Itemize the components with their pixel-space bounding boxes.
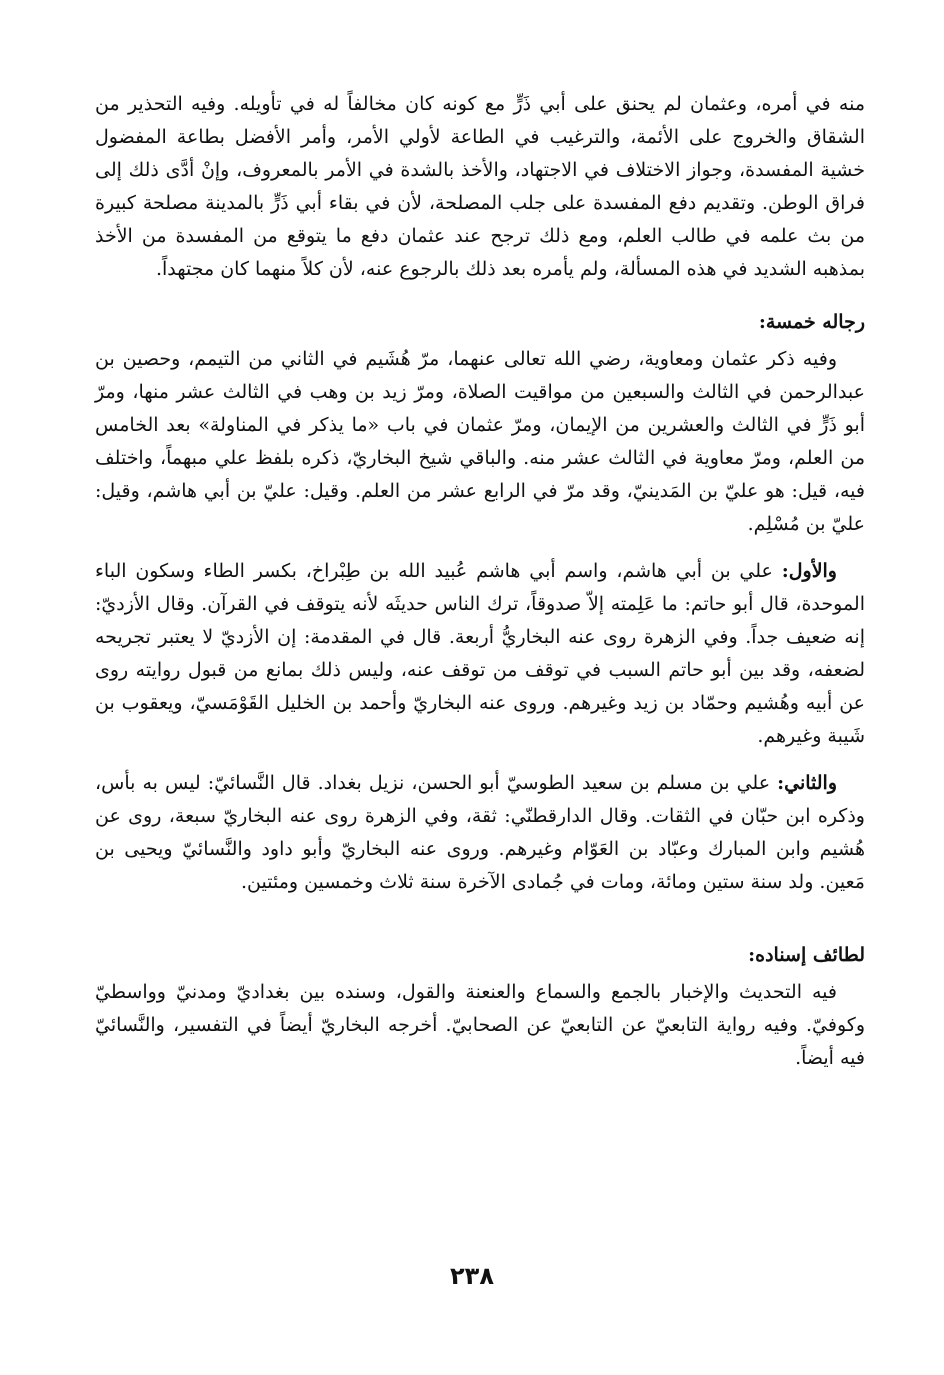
paragraph-commentary: منه في أمره، وعثمان لم يحنق على أبي ذَرٍّ مع كونه كان مخالفاً له في تأويله. وفيه التحذير من الشقاق والخروج على الأئمة، والترغيب في الطاعة لأولي الأمر، وأمر الأفضل بطاعة المفضول خشية المفسدة، وجواز الاختلاف في الاجتهاد، والأخذ بالشدة في الأمر بالمعروف، وإنْ أدَّى ذلك إلى فراق الوطن. وتقديم دفع المفسدة على جلب المصلحة، لأن في بقاء أبي ذَرٍّ بالمدينة مصلحة كبيرة من بث علمه في طالب العلم، ومع ذلك ترجح عند عثمان دفع ما يتوقع من المفسدة من الأخذ بمذهبه الشديد في هذه المسألة، ولم يأمره بعد ذلك بالرجوع عنه، لأن كلاً منهما كان مجتهداً. [95,93,865,280]
spacer [95,541,865,555]
heading-narrators: رجاله خمسة: [758,311,865,333]
paragraph-first-narrator [95,555,865,753]
first-narrator-label: والأول: [781,560,837,582]
second-narrator-label: والثاني: [777,772,837,794]
first-narrator-text: علي بن أبي هاشم، واسم أبي هاشم عُبيد الله بن طِبْراخ، بكسر الطاء وسكون الباء الموحدة، قال أبو حاتم: ما عَلِمته إلاّ صدوقاً، ترك الناس حديثَه لأنه يتوقف في القرآن. وقال الأزديّ: إنه ضعيف جداً. وفي الزهرة روى عنه البخاريُّ أربعة. قال في المقدمة: إن الأزديّ لا يعتبر تجريحه لضعفه، وقد بين أبو حاتم السبب في توقف من توقف عنه، وليس ذلك بمانع من قبول روايته روى عن أبيه وهُشيم وحمّاد بن زيد وغيرهم. وروى عنه البخاريّ وأحمد بن الخليل القَوْمَسيّ، ويعقوب بن شَيبة وغيرهم. [95,560,865,747]
heading-isnad-subtleties: لطائف إسناده: [748,944,865,966]
paragraph-narrators: وفيه ذكر عثمان ومعاوية، رضي الله تعالى عنهما، مرّ هُشَيم في الثاني من التيمم، وحصين بن عبدالرحمن في الثالث والسبعين من مواقيت الصلاة، ومرّ زيد بن وهب في الثالث عشر منها، ومرّ أبو ذَرٍّ في الثالث والعشرين من الإيمان، ومرّ عثمان في باب «ما يذكر في المناولة» بعد الخامس من العلم، ومرّ معاوية في الثالث عشر منه. والباقي شيخ البخاريّ، ذكره بلفظ علي مبهماً، واختلف فيه، قيل: هو عليّ بن المَدينيّ، وقد مرّ في الرابع عشر من العلم. وقيل: عليّ بن أبي هاشم، وقيل: عليّ بن مُسْلِم. [95,348,865,535]
paragraph-isnad: فيه التحديث والإخبار بالجمع والسماع والعنعنة والقول، وسنده بين بغداديّ ومدنيّ وواسطيّ وكوفيّ. وفيه رواية التابعيّ عن التابعيّ عن الصحابيّ. أخرجه البخاريّ أيضاً في التفسير، والنَّسائيّ فيه أيضاً. [95,981,865,1069]
page-number: ٢٣٨ [450,1262,494,1290]
page-body [95,88,865,1075]
second-narrator-text: علي بن مسلم بن سعيد الطوسيّ أبو الحسن، نزيل بغداد. قال النَّسائيّ: ليس به بأس، وذكره ابن حبّان في الثقات. وقال الدارقطنّي: ثقة، وفي الزهرة روى عنه البخاريّ سبعة، روى عن هُشيم وابن المبارك وعبّاد بن العَوّام وغيرهم. وروى عنه البخاريّ وأبو داود والنَّسائيّ ويحيى بن مَعين. ولد سنة ستين ومائة، ومات في جُمادى الآخرة سنة ثلاث وخمسين ومئتين. [95,772,865,893]
spacer [95,286,865,300]
paragraph-second-narrator [95,767,865,899]
spacer [95,899,865,933]
spacer [95,753,865,767]
